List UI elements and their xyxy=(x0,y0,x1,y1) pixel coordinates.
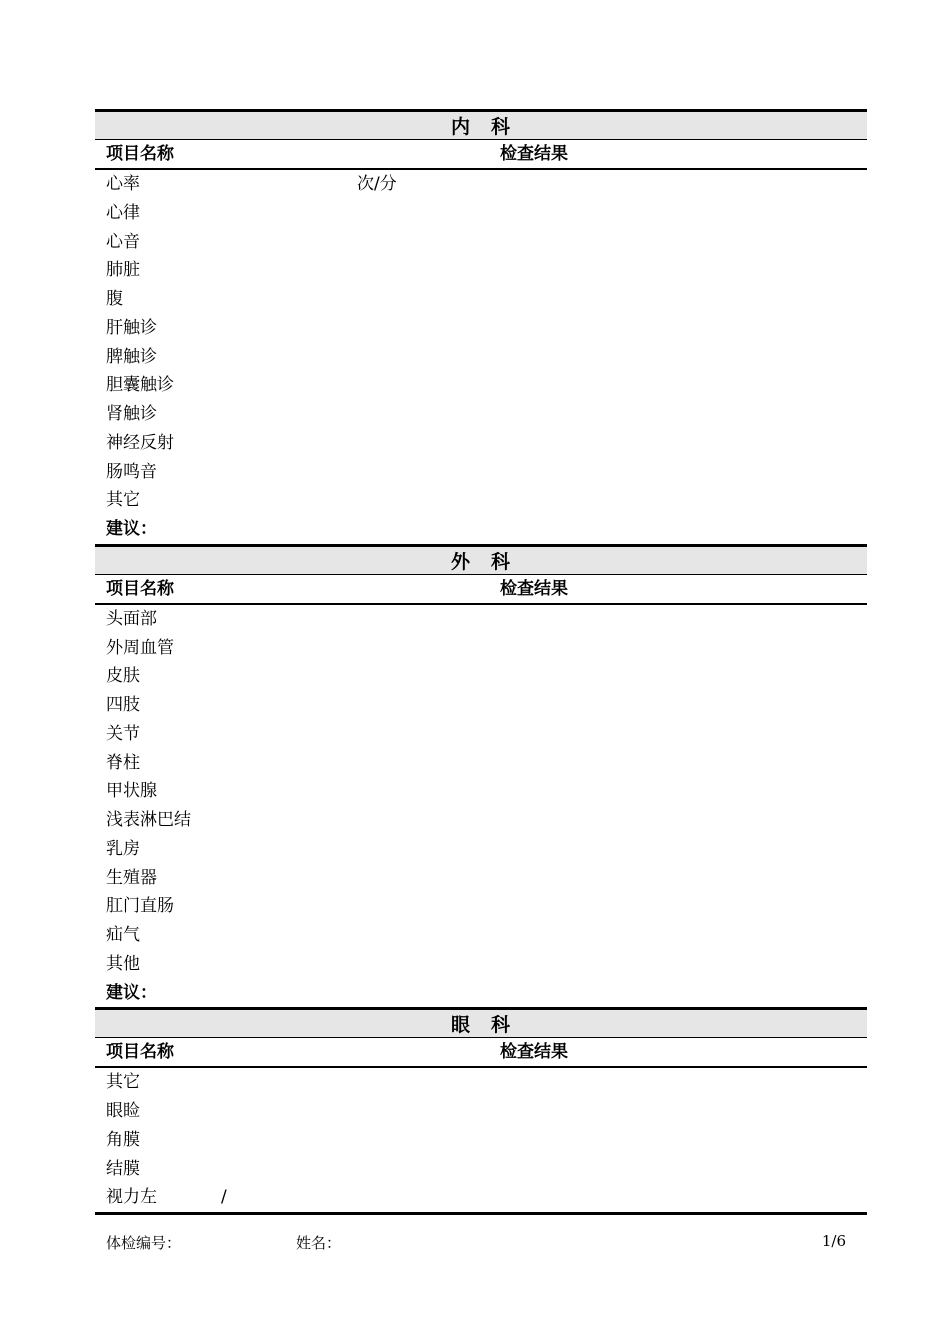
column-header-item-name: 项目名称 xyxy=(106,144,174,164)
table-row xyxy=(95,921,867,950)
section-title-internal: 内 科 xyxy=(95,109,867,140)
exam-number-label: 体检编号： xyxy=(106,1234,182,1252)
item-label: 肠鸣音 xyxy=(106,461,157,482)
section-title-ophthalmology: 眼 科 xyxy=(95,1007,867,1038)
item-label: 关节 xyxy=(106,723,140,744)
table-row xyxy=(95,806,867,835)
page-number: 1/6 xyxy=(821,1232,846,1250)
table-row xyxy=(95,1183,867,1212)
item-label: 其他 xyxy=(106,953,140,974)
exam-form xyxy=(95,109,867,1215)
table-row xyxy=(95,486,867,515)
item-label: 浅表淋巴结 xyxy=(106,810,191,830)
item-label: 肾触诊 xyxy=(106,404,157,424)
item-label: 视力左 xyxy=(106,1187,157,1208)
vision-separator: / xyxy=(221,1187,227,1208)
table-row xyxy=(95,892,867,921)
advice-row xyxy=(95,979,867,1008)
item-label: 脾触诊 xyxy=(106,346,157,367)
item-label: 其它 xyxy=(106,1072,140,1093)
table-row xyxy=(95,199,867,228)
table-row xyxy=(95,1097,867,1126)
table-row xyxy=(95,343,867,372)
item-label: 四肢 xyxy=(106,695,140,715)
advice-label: 建议： xyxy=(106,982,157,1003)
table-row xyxy=(95,1068,867,1097)
table-row xyxy=(95,605,867,634)
item-label: 皮肤 xyxy=(106,666,140,687)
table-row xyxy=(95,950,867,979)
column-header-item-name: 项目名称 xyxy=(106,578,174,599)
item-label: 胆囊触诊 xyxy=(106,375,174,396)
table-row xyxy=(95,777,867,806)
table-row xyxy=(95,691,867,720)
table-row xyxy=(95,429,867,458)
item-label: 脊柱 xyxy=(106,752,140,773)
item-label: 结膜 xyxy=(106,1158,140,1179)
table-row xyxy=(95,371,867,400)
item-label: 心率 xyxy=(106,174,140,194)
table-row xyxy=(95,1155,867,1184)
surgery-section xyxy=(95,544,867,1008)
table-row xyxy=(95,285,867,314)
item-label: 疝气 xyxy=(106,925,140,945)
table-header xyxy=(95,1038,867,1068)
table-row xyxy=(95,458,867,487)
item-label: 腹 xyxy=(106,289,123,309)
item-label: 角膜 xyxy=(106,1129,140,1150)
advice-row xyxy=(95,515,867,544)
item-label: 眼睑 xyxy=(106,1101,140,1121)
table-row xyxy=(95,1126,867,1155)
column-header-result: 检查结果 xyxy=(500,144,568,164)
item-label: 生殖器 xyxy=(106,867,157,888)
table-header xyxy=(95,140,867,170)
column-header-result: 检查结果 xyxy=(500,1042,568,1063)
page-footer xyxy=(106,1232,846,1254)
item-label: 心音 xyxy=(106,231,140,252)
advice-label: 建议： xyxy=(106,519,157,539)
item-label: 神经反射 xyxy=(106,432,174,453)
table-row xyxy=(95,170,867,199)
table-header xyxy=(95,575,867,605)
table-row xyxy=(95,662,867,691)
table-row xyxy=(95,749,867,778)
item-label: 甲状腺 xyxy=(106,781,157,802)
ophthalmology-section xyxy=(95,1007,867,1215)
item-label: 心律 xyxy=(106,202,140,223)
item-label: 肛门直肠 xyxy=(106,896,174,917)
divider xyxy=(95,1212,867,1215)
table-row xyxy=(95,720,867,749)
section-title-surgery: 外 科 xyxy=(95,544,867,575)
heart-rate-unit: 次/分 xyxy=(357,174,397,194)
table-row xyxy=(95,228,867,257)
item-label: 乳房 xyxy=(106,838,140,859)
table-row xyxy=(95,314,867,343)
item-label: 外周血管 xyxy=(106,637,174,658)
table-row xyxy=(95,864,867,893)
table-row xyxy=(95,400,867,429)
item-label: 肝触诊 xyxy=(106,317,157,338)
item-label: 其它 xyxy=(106,490,140,511)
item-label: 头面部 xyxy=(106,608,157,629)
table-row xyxy=(95,835,867,864)
column-header-result: 检查结果 xyxy=(500,578,568,599)
column-header-item-name: 项目名称 xyxy=(106,1042,174,1063)
item-label: 肺脏 xyxy=(106,260,140,281)
internal-medicine-section xyxy=(95,109,867,544)
table-row xyxy=(95,256,867,285)
table-row xyxy=(95,634,867,663)
patient-name-label: 姓名： xyxy=(296,1234,342,1252)
